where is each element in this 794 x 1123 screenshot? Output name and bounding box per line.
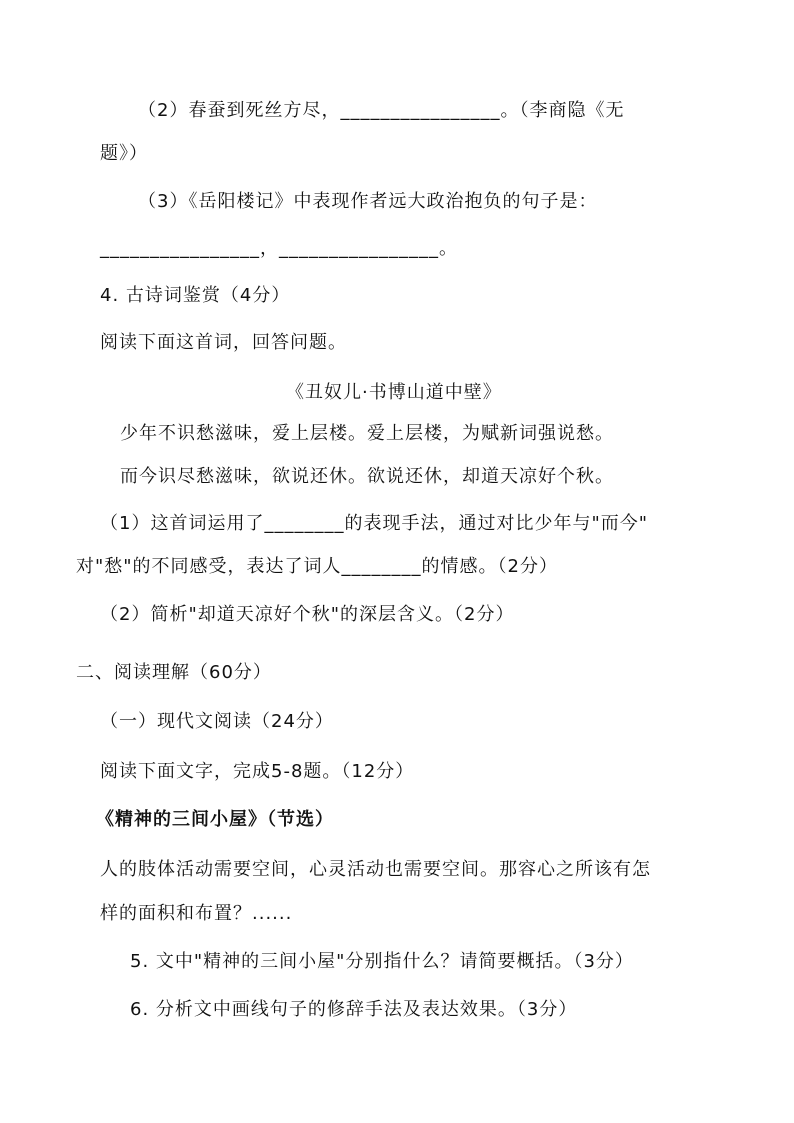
question-4-instruction: 阅读下面这首词，回答问题。 (100, 332, 347, 353)
fill-blank-question-2: （2）春蚕到死丝方尽，________________。（李商隐《无 (138, 100, 625, 121)
subsection-modern-reading: （一）现代文阅读（24分） (100, 711, 334, 732)
fill-blank-question-3-answer: ________________，________________。 (100, 238, 458, 259)
passage-text-1: 人的肢体活动需要空间，心灵活动也需要空间。那容心之所该有怎 (100, 859, 651, 880)
reading-instruction: 阅读下面文字，完成5-8题。（12分） (100, 761, 415, 782)
poem-line-2: 而今识尽愁滋味，欲说还休。欲说还休，却道天凉好个秋。 (120, 466, 614, 487)
passage-title: 《精神的三间小屋》（节选） (96, 809, 334, 830)
question-4-sub-1-cont: 对"愁"的不同感受，表达了词人________的情感。（2分） (76, 556, 559, 577)
fill-blank-question-2-cont: 题》） (100, 143, 148, 164)
question-4-sub-1: （1）这首词运用了________的表现手法，通过对比少年与"而今" (100, 513, 649, 534)
fill-blank-question-3: （3）《岳阳楼记》中表现作者远大政治抱负的句子是： (138, 191, 598, 212)
passage-text-2: 样的面积和布置？...... (100, 903, 293, 924)
poem-title: 《丑奴儿·书博山道中壁》 (286, 382, 502, 403)
question-5: 5. 文中"精神的三间小屋"分别指什么？请简要概括。（3分） (130, 951, 634, 972)
poem-line-1: 少年不识愁滋味，爱上层楼。爱上层楼，为赋新词强说愁。 (120, 423, 614, 444)
question-6: 6. 分析文中画线句子的修辞手法及表达效果。（3分） (130, 999, 578, 1020)
question-4-heading: 4. 古诗词鉴赏（4分） (100, 285, 291, 306)
question-4-sub-2: （2）简析"却道天凉好个秋"的深层含义。（2分） (100, 604, 515, 625)
section-2-heading: 二、阅读理解（60分） (76, 662, 272, 683)
